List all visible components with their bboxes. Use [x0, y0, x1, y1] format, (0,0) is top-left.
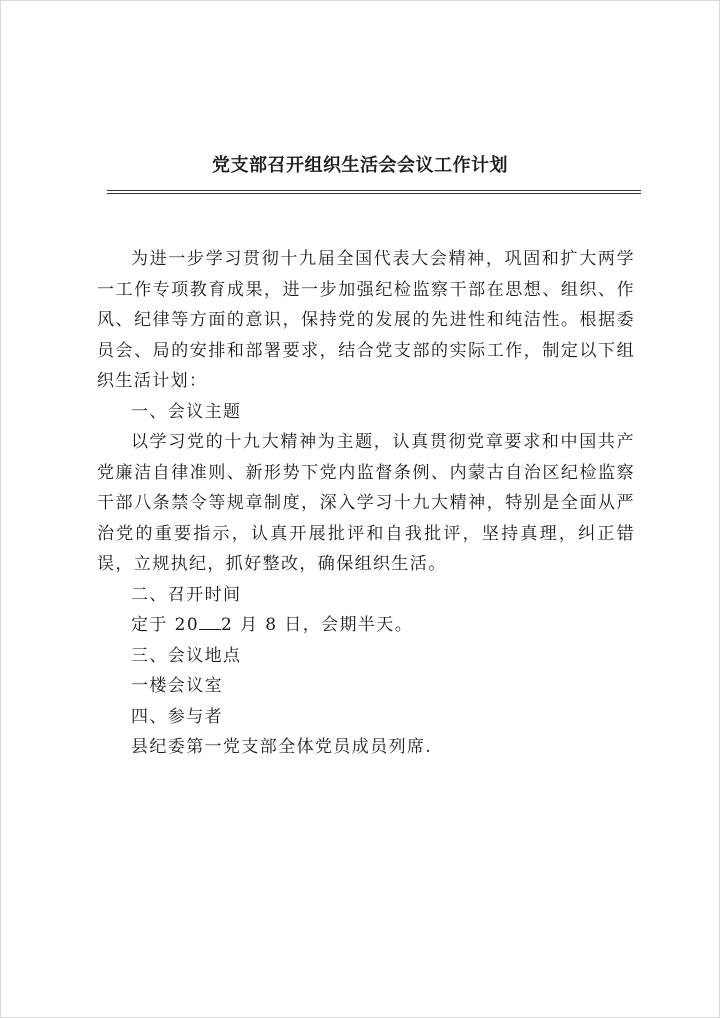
section2-date-suffix: 2 月 8 日，会期半天。 — [221, 615, 414, 635]
intro-paragraph: 为进一步学习贯彻十九届全国代表大会精神，巩固和扩大两学一工作专项教育成果，进一步加强纪检监察干部在思想、组织、作风、纪律等方面的意识，保持党的发展的先进性和纯洁性。根据委员会、局的安排和部署要求，结合党支部的实际工作，制定以下组织生活计划： — [97, 249, 635, 391]
date-blank-line — [199, 615, 221, 630]
section4-heading: 四、参与者 — [131, 706, 223, 727]
document-body — [97, 244, 635, 763]
section2-heading: 二、召开时间 — [131, 584, 242, 605]
section2-paragraph — [97, 610, 635, 641]
title-divider — [107, 190, 641, 194]
section4-paragraph: 县纪委第一党支部全体党员成员列席. — [131, 737, 433, 757]
section2-date-prefix: 定于 20 — [131, 615, 200, 635]
document-title: 党支部召开组织生活会会议工作计划 — [212, 155, 508, 176]
section1-heading: 一、会议主题 — [131, 401, 242, 422]
section3-heading: 三、会议地点 — [131, 645, 242, 666]
section1-paragraph: 以学习党的十九大精神为主题，认真贯彻党章要求和中国共产党廉洁自律准则、新形势下党内监督条例、内蒙古自治区纪检监察干部八条禁令等规章制度，深入学习十九大精神，特别是全面从严治党的重要指示，认真开展批评和自我批评，坚持真理，纠正错误，立规执纪，抓好整改，确保组织生活。 — [97, 432, 635, 574]
section3-paragraph: 一楼会议室 — [131, 676, 223, 696]
